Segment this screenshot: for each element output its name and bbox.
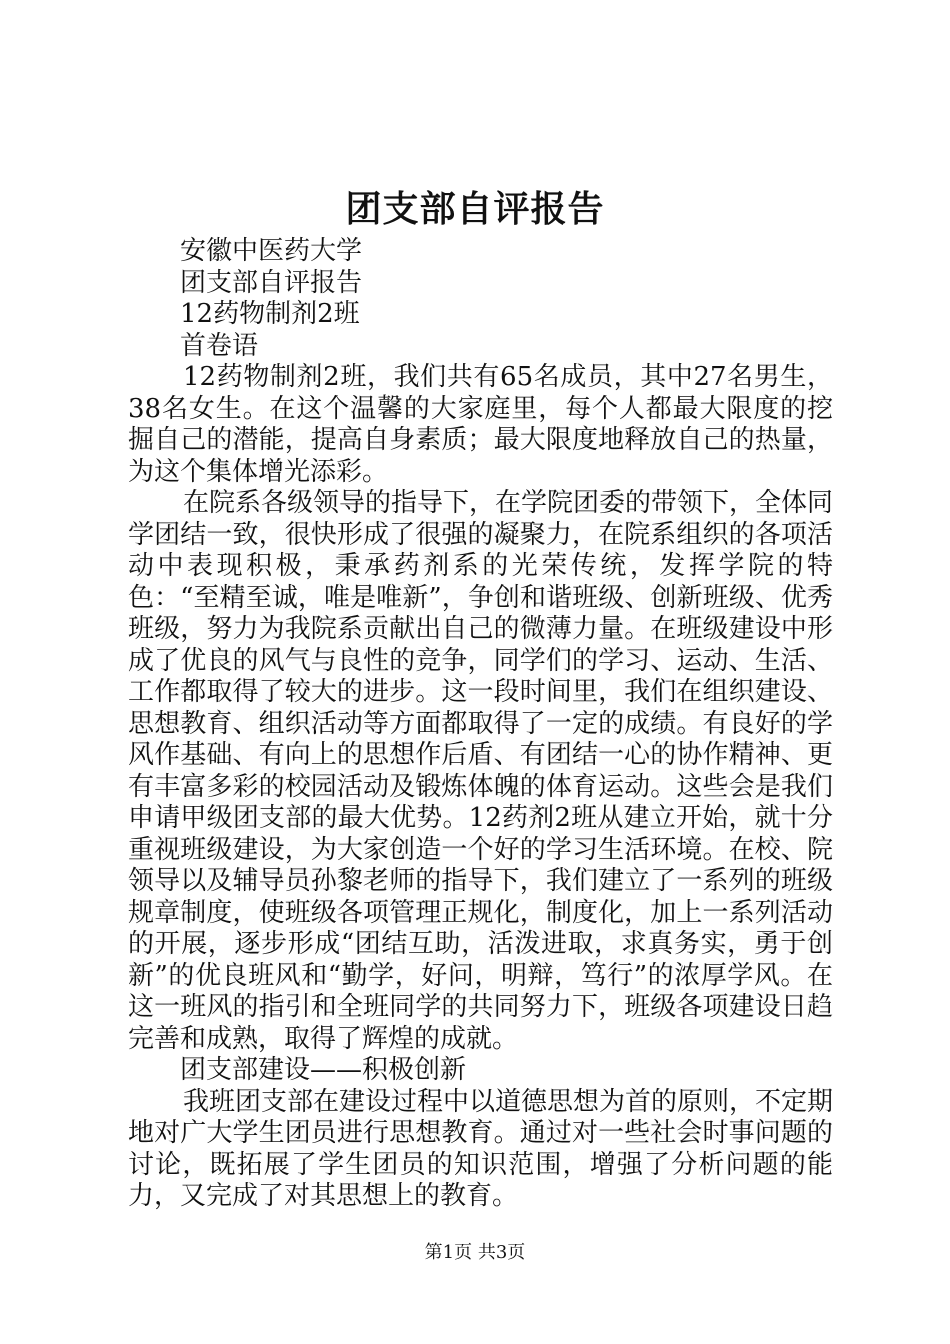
document-body <box>128 236 833 1213</box>
section-heading: 团支部建设——积极创新 <box>180 1055 467 1085</box>
school-name-line: 安徽中医药大学 <box>180 236 363 266</box>
document-title: 团支部自评报告 <box>345 188 605 230</box>
main-paragraph: 在院系各级领导的指导下，在学院团委的带领下，全体同学团结一致，很快形成了很强的凝聚力，在院系组织的各项活动中表现积极，秉承药剂系的光荣传统，发挥学院的特色：“至精至诚，唯是唯新”，争创和谐班级、创新班级、优秀班级，努力为我院系贡献出自己的微薄力量。在班级建设中形成了优良的风气与良性的竞争，同学们的学习、运动、生活、工作都取得了较大的进步。这一段时间里，我们在组织建设、思想教育、组织活动等方面都取得了一定的成绩。有良好的学风作基础、有向上的思想作后盾、有团结一心的协作精神、更有丰富多彩的校园活动及锻炼体魄的体育运动。这些会是我们申请甲级团支部的最大优势。12药剂2班从建立开始，就十分重视班级建设，为大家创造一个好的学习生活环境。在校、院领导以及辅导员孙黎老师的指导下，我们建立了一系列的班级规章制度，使班级各项管理正规化，制度化，加上一系列活动的开展，逐步形成“团结互助，活泼进取，求真务实，勇于创新”的优良班风和“勤学，好问，明辩，笃行”的浓厚学风。在这一班风的指引和全班同学的共同努力下，班级各项建设日趋完善和成熟，取得了辉煌的成就。 <box>128 488 834 1054</box>
class-name-line: 12药物制剂2班 <box>180 299 360 329</box>
preface-heading: 首卷语 <box>180 330 259 361</box>
page-footer: 第1页 共3页 <box>424 1242 526 1263</box>
intro-paragraph: 12药物制剂2班，我们共有65名成员，其中27名男生，38名女生。在这个温馨的大家庭里，每个人都最大限度的挖掘自己的潜能，提高自身素质；最大限度地释放自己的热量，为这个集体增光添彩。 <box>128 362 833 487</box>
section-paragraph: 我班团支部在建设过程中以道德思想为首的原则，不定期地对广大学生团员进行思想教育。通过对一些社会时事问题的讨论，既拓展了学生团员的知识范围，增强了分析问题的能力，又完成了对其思想上的教育。 <box>128 1086 834 1211</box>
report-name-line: 团支部自评报告 <box>180 267 363 298</box>
